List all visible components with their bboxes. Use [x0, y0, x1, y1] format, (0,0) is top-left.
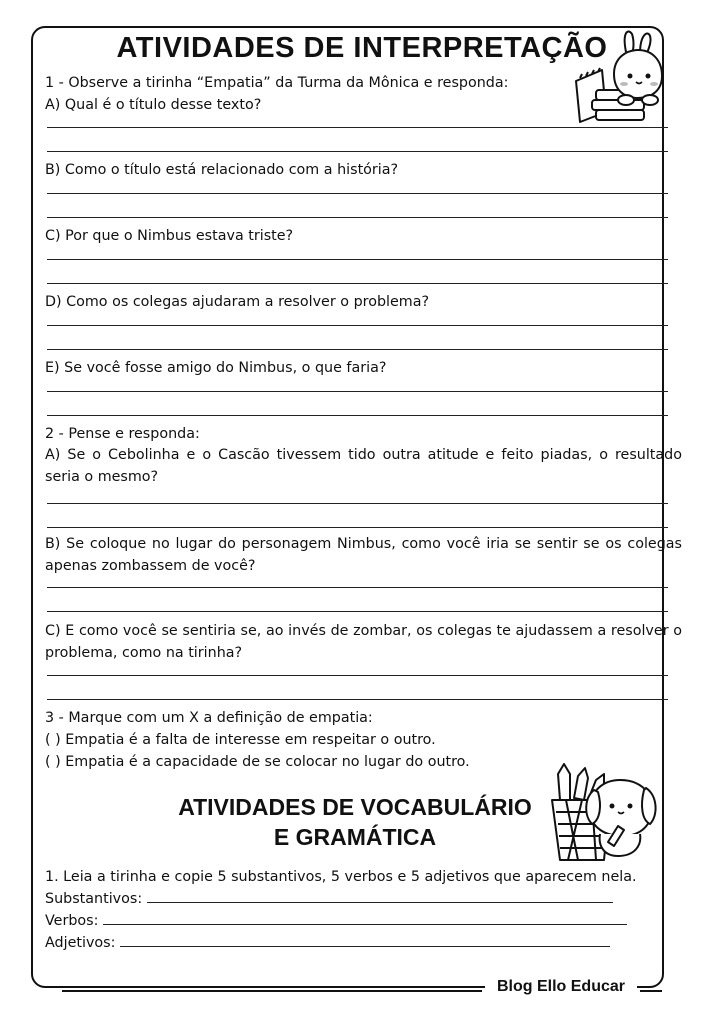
answer-line[interactable]: [47, 217, 668, 218]
section3-intro: 3 - Marque com um X a definição de empatia:: [45, 710, 373, 726]
vocab-title: [150, 792, 560, 852]
question-1e: E) Se você fosse amigo do Nimbus, o que faria?: [45, 360, 387, 376]
puppy-pencils-illustration: [548, 760, 662, 872]
page-title: ATIVIDADES DE INTERPRETAÇÃO: [116, 32, 608, 64]
answer-line[interactable]: [47, 283, 668, 284]
answer-line[interactable]: [47, 611, 668, 612]
adjetivos-row: [45, 932, 685, 954]
vocab-title-line1: ATIVIDADES DE VOCABULÁRIO: [178, 794, 532, 820]
verbos-row: [45, 910, 685, 932]
vocab-instruction: 1. Leia a tirinha e copie 5 substantivos, 5 verbos e 5 adjetivos que aparecem nela.: [45, 869, 637, 885]
answer-line[interactable]: [47, 193, 668, 194]
adjetivos-line[interactable]: [120, 932, 610, 947]
substantivos-row: [45, 888, 685, 910]
answer-line[interactable]: [47, 127, 668, 128]
answer-line[interactable]: [47, 527, 668, 528]
answer-line[interactable]: [47, 349, 668, 350]
question-2b: B) Se coloque no lugar do personagem Nimbus, como você iria se sentir se os colegas apenas zombassem de você?: [45, 536, 682, 574]
answer-line[interactable]: [47, 587, 668, 588]
answer-line[interactable]: [47, 503, 668, 504]
answer-line[interactable]: [47, 259, 668, 260]
footer-rule-left: [62, 990, 482, 992]
footer: [0, 974, 724, 1004]
footer-rule-right: [640, 990, 662, 992]
answer-line[interactable]: [47, 325, 668, 326]
question-1a: A) Qual é o título desse texto?: [45, 97, 262, 113]
checkbox-option-2[interactable]: ( ) Empatia é a capacidade de se colocar no lugar do outro.: [45, 754, 470, 770]
question-1b: B) Como o título está relacionado com a história?: [45, 162, 399, 178]
answer-line[interactable]: [47, 415, 668, 416]
substantivos-line[interactable]: [147, 888, 613, 903]
question-2c: C) E como você se sentiria se, ao invés de zombar, os colegas te ajudassem a resolver o problema, como na tirinha?: [45, 623, 682, 661]
question-2a: A) Se o Cebolinha e o Cascão tivessem tido outra atitude e feito piadas, o resultado seria o mesmo?: [45, 447, 682, 485]
section1-intro: 1 - Observe a tirinha “Empatia” da Turma da Mônica e responda:: [45, 75, 509, 91]
footer-brand: Blog Ello Educar: [485, 978, 637, 996]
question-1c: C) Por que o Nimbus estava triste?: [45, 228, 294, 244]
checkbox-option-1[interactable]: ( ) Empatia é a falta de interesse em respeitar o outro.: [45, 732, 436, 748]
question-1d: D) Como os colegas ajudaram a resolver o problema?: [45, 294, 430, 310]
section2-intro: 2 - Pense e responda:: [45, 426, 200, 442]
answer-line[interactable]: [47, 675, 668, 676]
adjetivos-label: Adjetivos:: [45, 935, 116, 951]
answer-line[interactable]: [47, 391, 668, 392]
substantivos-label: Substantivos:: [45, 891, 143, 907]
verbos-line[interactable]: [103, 910, 627, 925]
vocab-title-line2: E GRAMÁTICA: [273, 824, 437, 850]
answer-line[interactable]: [47, 151, 668, 152]
verbos-label: Verbos:: [45, 913, 99, 929]
answer-line[interactable]: [47, 699, 668, 700]
